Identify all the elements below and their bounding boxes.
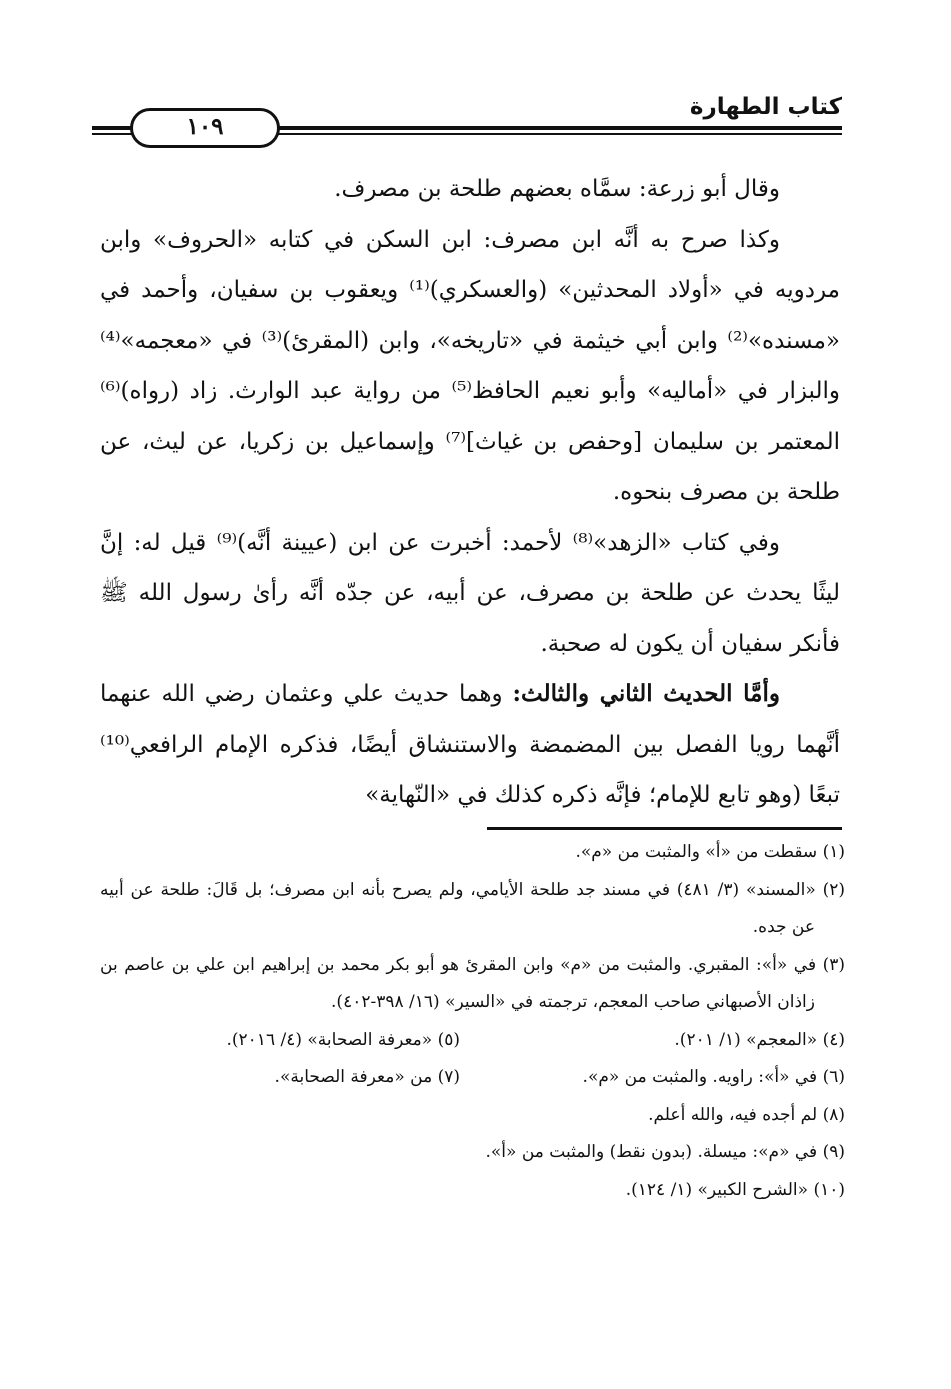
paragraph-4 [100, 669, 840, 821]
footnote-7: (٧) من «معرفة الصحابة». [274, 1067, 460, 1087]
footnote-row-4-5 [100, 1022, 845, 1060]
footnote-separator [487, 827, 842, 830]
footnote-2: (٢) «المسند» (٣/ ٤٨١) في مسند جد طلحة الأيامي، ولم يصرح بأنه ابن مصرف؛ بل قَالَ: طلحة عن أبيه عن جده. [100, 879, 845, 937]
footnote-6: (٦) في «أ»: راويه. والمثبت من «م». [582, 1067, 845, 1087]
footnote-row-6-7 [100, 1059, 845, 1097]
footnote-9: (٩) في «م»: ميسلة. (بدون نقط) والمثبت من «أ». [485, 1142, 845, 1162]
section-heading-bold: وأمَّا الحديث الثاني والثالث: [512, 680, 780, 707]
footnote-8: (٨) لم أجده فيه، والله أعلم. [648, 1104, 845, 1125]
paragraph-3: وفي كتاب «الزهد»⁽⁸⁾ لأحمد: أخبرت عن ابن (عيينة أنَّه)⁽⁹⁾ قيل له: إنَّ ليثًا يحدث عن طلحة بن مصرف، عن أبيه، عن جدّه أنَّه رأىٰ رسول الله ﷺ فأنكر سفيان أن يكون له صحبة. [100, 529, 840, 657]
footnotes [100, 834, 845, 1209]
page-number: ١٠٩ [130, 108, 280, 148]
footnote-1: (١) سقطت من «أ» والمثبت من «م». [575, 842, 845, 862]
footnote-10: (١٠) «الشرح الكبير» (١/ ١٢٤). [625, 1179, 845, 1200]
paragraph-1: وقال أبو زرعة: سمَّاه بعضهم طلحة بن مصرف. [334, 176, 780, 202]
running-title: كتاب الطهارة [689, 94, 842, 120]
main-text [100, 164, 840, 821]
paragraph-2: وكذا صرح به أنَّه ابن مصرف: ابن السكن في كتابه «الحروف» وابن مردويه في «أولاد المحدثين» (والعسكري)⁽¹⁾ ويعقوب بن سفيان، وأحمد في «مسنده»⁽²⁾ وابن أبي خيثمة في «تاريخه»، وابن (المقرئ)⁽³⁾ في «معجمه»⁽⁴⁾ والبزار في «أماليه» وأبو نعيم الحافظ⁽⁵⁾ من رواية عبد الوارث. زاد (رواه)⁽⁶⁾ المعتمر بن سليمان [وحفص بن غياث]⁽⁷⁾ وإسماعيل بن زكريا، عن ليث، عن طلحة بن مصرف بنحوه. [100, 226, 841, 505]
footnote-5: (٥) «معرفة الصحابة» (٤/ ٢٠١٦). [226, 1029, 460, 1050]
footnote-4: (٤) «المعجم» (١/ ٢٠١). [674, 1029, 845, 1050]
paragraph-4-text: وهما حديث علي وعثمان رضي الله عنهما أنَّهما رويا الفصل بين المضمضة والاستنشاق أيضًا، فذكره الإمام الرافعي⁽¹⁰⁾ تبعًا (وهو تابع للإمام؛ فإنَّه ذكره كذلك في «النّهاية» [100, 681, 840, 808]
footnote-3: (٣) في «أ»: المقبري. والمثبت من «م» وابن المقرئ هو أبو بكر محمد بن إبراهيم ابن علي بن عاصم بن زاذان الأصبهاني صاحب المعجم، ترجمته في «السير» (١٦/ ٣٩٨-٤٠٢). [100, 954, 845, 1012]
page-header [92, 92, 842, 152]
